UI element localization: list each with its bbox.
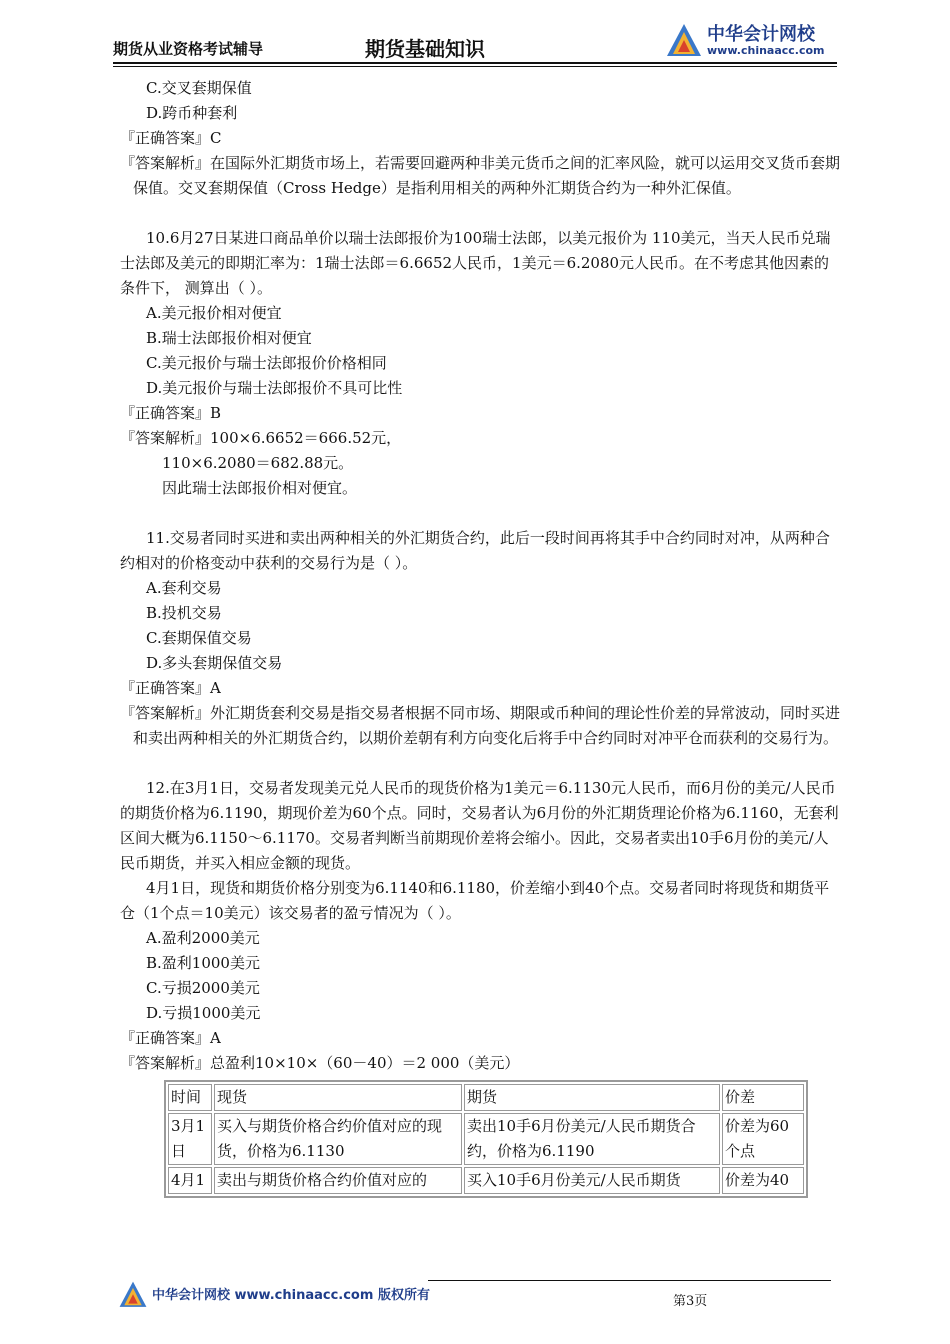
footer-rule <box>428 1280 831 1281</box>
q10-analysis-line1: 『答案解析』100×6.6652＝666.52元， <box>120 429 402 447</box>
q10-option-c: C.美元报价与瑞士法郎报价价格相同 <box>146 354 387 372</box>
q12-option-b: B.盈利1000美元 <box>146 954 260 972</box>
q10-analysis-line3: 因此瑞士法郎报价相对便宜。 <box>162 479 358 497</box>
footer-copyright[interactable]: 中华会计网校 www.chinaacc.com 版权所有 <box>152 1288 430 1303</box>
page-footer <box>0 1270 950 1330</box>
q10-option-b: B.瑞士法郎报价相对便宜 <box>146 329 312 347</box>
logo-triangle-icon <box>665 22 703 60</box>
q11-option-b: B.投机交易 <box>146 604 222 622</box>
q11-answer: 『正确答案』A <box>120 679 221 697</box>
q10-answer: 『正确答案』B <box>120 404 222 422</box>
table-row <box>168 1167 804 1194</box>
page-header <box>0 0 950 70</box>
q9-option-d: D.跨币种套利 <box>146 104 238 122</box>
table-cell: 3月1日 <box>168 1113 212 1165</box>
header-subject-title: 期货基础知识 <box>365 37 485 61</box>
table-cell: 卖出10手6月份美元/人民币期货合约，价格为6.1190 <box>464 1113 720 1165</box>
logo-url-text: www.chinaacc.com <box>707 44 825 57</box>
footer-logo-icon <box>118 1280 148 1310</box>
q10-stem: 10.6月27日某进口商品单价以瑞士法郎报价为100瑞士法郎，以美元报价为 110美元，当天人民币兑瑞士法郎及美元的即期汇率为：1瑞士法郎＝6.6652人民币，1美元＝6.2080元人民币。在不考虑其他因素的条件下， 测算出（ ）。 <box>120 229 831 297</box>
table-cell: 4月1 <box>168 1167 212 1194</box>
table-row <box>168 1113 804 1165</box>
header-course-title: 期货从业资格考试辅导 <box>113 40 264 58</box>
q10-analysis-line2: 110×6.2080＝682.88元。 <box>162 454 354 472</box>
header-rule-thin <box>113 66 837 67</box>
q12-option-c: C.亏损2000美元 <box>146 979 260 997</box>
q12-analysis: 『答案解析』总盈利10×10×（60－40）＝2 000（美元） <box>120 1054 520 1072</box>
table-cell: 价差为60个点 <box>722 1113 804 1165</box>
table-header-cell: 期货 <box>464 1084 720 1111</box>
q12-option-d: D.亏损1000美元 <box>146 1004 261 1022</box>
logo-brand-text: 中华会计网校 <box>707 24 815 45</box>
q10-option-a: A.美元报价相对便宜 <box>146 304 282 322</box>
q11-analysis: 『答案解析』外汇期货套利交易是指交易者根据不同市场、期限或币种间的理论性价差的异常波动，同时买进和卖出两种相关的外汇期货合约，以期价差朝有利方向变化后将手中合约同时对冲平仓而获利的交易行为。 <box>120 704 841 747</box>
q9-option-c: C.交叉套期保值 <box>146 79 252 97</box>
q12-stem-part2: 4月1日，现货和期货价格分别变为6.1140和6.1180，价差缩小到40个点。交易者同时将现货和期货平仓（1个点＝10美元）该交易者的盈亏情况为（ ）。 <box>120 879 830 922</box>
q11-option-d: D.多头套期保值交易 <box>146 654 283 672</box>
table-cell: 价差为40 <box>722 1167 804 1194</box>
q12-answer: 『正确答案』A <box>120 1029 221 1047</box>
table-header-cell: 现货 <box>214 1084 462 1111</box>
q9-analysis: 『答案解析』在国际外汇期货市场上，若需要回避两种非美元货币之间的汇率风险，就可以运用交叉货币套期保值。交叉套期保值（Cross Hedge）是指利用相关的两种外汇期货合约为一种外汇保值。 <box>120 154 841 197</box>
table-cell: 买入与期货价格合约价值对应的现货，价格为6.1130 <box>214 1113 462 1165</box>
table-cell: 买入10手6月份美元/人民币期货 <box>464 1167 720 1194</box>
q9-answer: 『正确答案』C <box>120 129 222 147</box>
header-rule <box>113 62 837 64</box>
table-header-row <box>168 1084 804 1111</box>
table-cell: 卖出与期货价格合约价值对应的 <box>214 1167 462 1194</box>
chinaacc-logo[interactable] <box>665 20 840 64</box>
trade-table <box>164 1080 808 1198</box>
page-number: 第3页 <box>673 1294 708 1309</box>
q12-option-a: A.盈利2000美元 <box>146 929 260 947</box>
table-header-cell: 价差 <box>722 1084 804 1111</box>
q11-stem: 11.交易者同时买进和卖出两种相关的外汇期货合约，此后一段时间再将其手中合约同时对冲，从两种合约相对的价格变动中获利的交易行为是（ ）。 <box>120 529 830 572</box>
q10-option-d: D.美元报价与瑞士法郎报价不具可比性 <box>146 379 403 397</box>
q12-stem-part1: 12.在3月1日，交易者发现美元兑人民币的现货价格为1美元＝6.1130元人民币，而6月份的美元/人民币的期货价格为6.1190，期现价差为60个点。同时，交易者认为6月份的外汇期货理论价格为6.1160，无套利区间大概为6.1150～6.1170。交易者判断当前期现价差将会缩小。因此，交易者卖出10手6月份的美元/人民币期货，并买入相应金额的现货。 <box>120 779 839 872</box>
table-header-cell: 时间 <box>168 1084 212 1111</box>
q11-option-a: A.套利交易 <box>146 579 222 597</box>
document-body <box>120 76 840 1198</box>
q11-option-c: C.套期保值交易 <box>146 629 252 647</box>
